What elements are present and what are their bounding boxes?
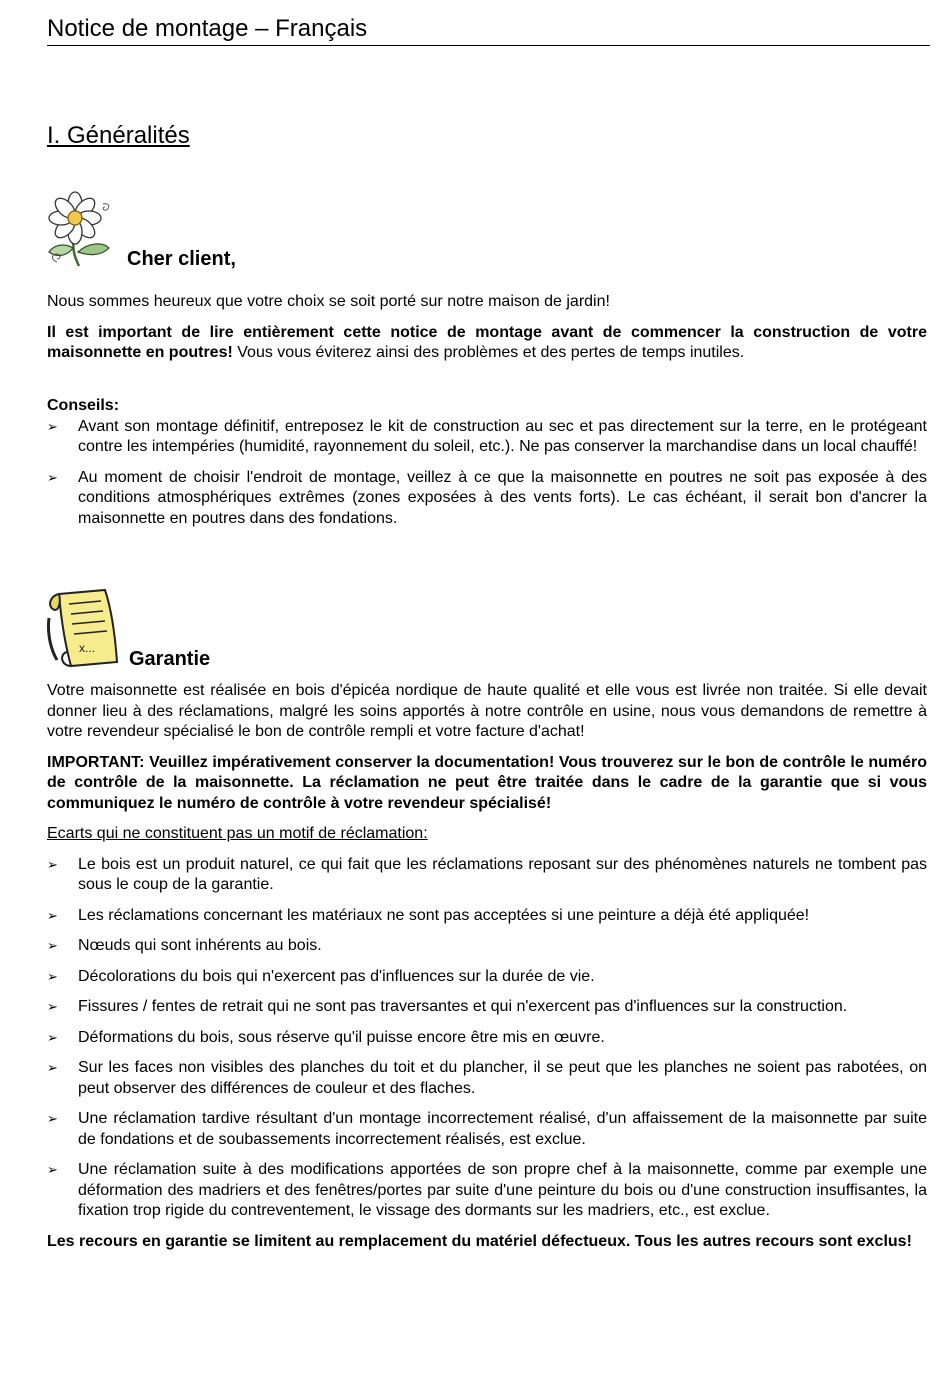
- arrowhead-bullet-icon: ➢: [47, 999, 58, 1014]
- list-item: [47, 468, 927, 530]
- arrowhead-bullet-icon: ➢: [47, 1111, 58, 1126]
- intro-block: [47, 292, 927, 364]
- list-item: [47, 936, 927, 957]
- arrowhead-bullet-icon: ➢: [47, 1162, 58, 1177]
- list-item-text: Les réclamations concernant les matériaux ne sont pas acceptées si une peinture a déjà été appliquée!: [78, 906, 810, 924]
- list-item-text: Décolorations du bois qui n'exercent pas d'influences sur la durée de vie.: [78, 967, 595, 985]
- svg-text:x...: x...: [79, 641, 96, 655]
- garantie-intro: Votre maisonnette est réalisée en bois d'épicéa nordique de haute qualité et elle vous est livrée non traitée. Si elle devait donner lieu à des réclamations, malgré les soins apportés à notre contrôle en usine, nous vous demandons de remettre à votre revendeur spécialisé le bon de contrôle rempli et votre facture d'achat!: [47, 682, 927, 740]
- garantie-block: [47, 681, 927, 1252]
- arrowhead-bullet-icon: ➢: [47, 469, 58, 485]
- list-item: [47, 1160, 927, 1222]
- conseils-block: [47, 396, 927, 529]
- list-item-text: Sur les faces non visibles des planches du toit et du plancher, il se peut que les planches ne soient pas rabotées, on peut observer des différences de couleur et des flaches.: [78, 1059, 927, 1097]
- important-notice: [47, 323, 927, 364]
- scroll-document-icon: [45, 588, 123, 668]
- garantie-final: Les recours en garantie se limitent au remplacement du matériel défectueux. Tous les autres recours sont exclus!: [47, 1232, 912, 1250]
- list-item: [47, 1109, 927, 1150]
- page-header: Notice de montage – Français: [47, 14, 930, 46]
- section-title: I. Généralités: [47, 122, 190, 149]
- list-item-text: Avant son montage définitif, entreposez le kit de construction au sec et pas directement sur la terre, en le protégeant contre les intempéries (humidité, rayonnement du soleil, etc.). Ne pas conserver la marchandise dans un local chauffé!: [78, 417, 927, 455]
- list-item: [47, 1058, 927, 1099]
- arrowhead-bullet-icon: ➢: [47, 907, 58, 923]
- arrowhead-bullet-icon: ➢: [47, 938, 58, 953]
- list-item-text: Une réclamation suite à des modifications apportées de son propre chef à la maisonnette, comme par exemple une déformation des madriers et des fenêtres/portes par suite d'une peinture du bois ou d'une construction insuffisantes, la fixation trop rigide du contreventement, le vissage des dormants sur les madriers, etc., est exclue.: [78, 1161, 927, 1219]
- welcome-text: Nous sommes heureux que votre choix se soit porté sur notre maison de jardin!: [47, 293, 610, 310]
- arrowhead-bullet-icon: ➢: [47, 418, 58, 434]
- list-item: [47, 967, 927, 988]
- list-item-text: Au moment de choisir l'endroit de montage, veillez à ce que la maisonnette en poutres ne soit pas exposée à des conditions atmosphériques extrêmes (zones exposées à des vents forts). Le cas échéant, il serait bon d'ancrer la maisonnette en poutres dans des fondations.: [78, 468, 927, 527]
- conseils-list: [47, 417, 927, 530]
- ecarts-list: [47, 855, 927, 1222]
- arrowhead-bullet-icon: ➢: [47, 1060, 58, 1075]
- list-item: [47, 906, 927, 927]
- list-item: [47, 855, 927, 896]
- important-notice-rest: Vous vous éviterez ainsi des problèmes et des pertes de temps inutiles.: [232, 344, 745, 361]
- list-item-text: Une réclamation tardive résultant d'un montage incorrectement réalisé, d'un affaissement de la maisonnette par suite de fondations et de soubassements incorrectement réalisés, est exclue.: [78, 1110, 927, 1148]
- list-item: [47, 417, 927, 458]
- important-notice-bold: Il est important de lire entièrement cette notice de montage avant de commencer la construction de votre maisonnette en poutres!: [47, 323, 927, 361]
- list-item-text: Fissures / fentes de retrait qui ne sont pas traversantes et qui n'exercent pas d'influences sur la construction.: [78, 998, 848, 1015]
- list-item: [47, 997, 927, 1018]
- garantie-title: Garantie: [129, 648, 211, 670]
- arrowhead-bullet-icon: ➢: [47, 968, 58, 984]
- daisy-flower-icon: [45, 190, 117, 268]
- greeting: Cher client,: [127, 248, 236, 270]
- arrowhead-bullet-icon: ➢: [47, 1029, 58, 1045]
- list-item-text: Le bois est un produit naturel, ce qui fait que les réclamations reposant sur des phénomènes naturels ne tombent pas sous le coup de la garantie.: [78, 855, 927, 893]
- garantie-important: IMPORTANT: Veuillez impérativement conserver la documentation! Vous trouverez sur le bon de contrôle le numéro de contrôle de la maisonnette. La réclamation ne peut être traitée dans le cadre de la garantie que si vous communiquez le numéro de contrôle à votre revendeur spécialisé!: [47, 753, 927, 812]
- conseils-title: Conseils:: [47, 397, 120, 414]
- list-item-text: Déformations du bois, sous réserve qu'il puisse encore être mis en œuvre.: [78, 1028, 605, 1046]
- arrowhead-bullet-icon: ➢: [47, 856, 58, 872]
- list-item: [47, 1028, 927, 1049]
- ecarts-title: Ecarts qui ne constituent pas un motif de réclamation:: [47, 825, 428, 842]
- list-item-text: Nœuds qui sont inhérents au bois.: [78, 937, 322, 954]
